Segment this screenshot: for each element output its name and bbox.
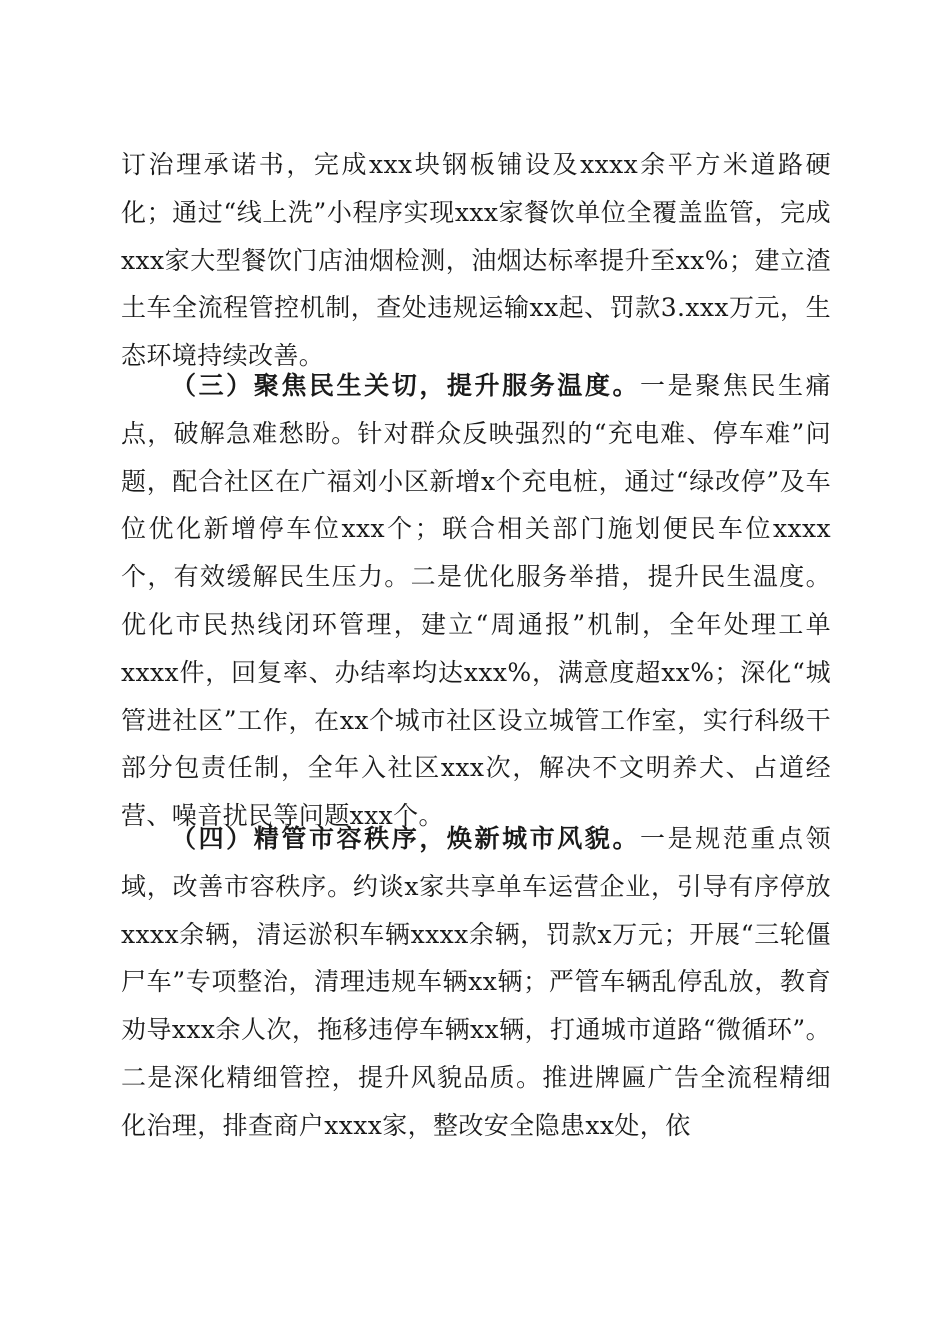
paragraph-body: 订治理承诺书，完成xxx块钢板铺设及xxxx余平方米道路硬化；通过“线上洗”小程序实现xxx家餐饮单位全覆盖监管，完成xxx家大型餐饮门店油烟检测，油烟达标率提升至xx%；建立渣土车全流程管控机制，查处违规运输xx起、罚款3.xxx万元，生态环境持续改善。 [121,150,831,371]
paragraph-section-4 [121,815,831,1150]
paragraph-body: 一是规范重点领域，改善市容秩序。约谈x家共享单车运营企业，引导有序停放xxxx余辆，清运淤积车辆xxxx余辆，罚款x万元；开展“三轮僵尸车”专项整治，清理违规车辆xx辆；严管车辆乱停乱放，教育劝导xxx余人次，拖移违停车辆xx辆，打通城市道路“微循环”。二是深化精细管控，提升风貌品质。推进牌匾广告全流程精细化治理，排查商户xxxx家，整改安全隐患xx处，依 [121,824,831,1140]
paragraph-body: 一是聚焦民生痛点，破解急难愁盼。针对群众反映强烈的“充电难、停车难”问题，配合社区在广福刘小区新增x个充电桩，通过“绿改停”及车位优化新增停车位xxx个；联合相关部门施划便民车位xxxx个，有效缓解民生压力。二是优化服务举措，提升民生温度。优化市民热线闭环管理，建立“周通报”机制，全年处理工单xxxx件，回复率、办结率均达xxx%，满意度超xx%；深化“城管进社区”工作，在xx个城市社区设立城管工作室，实行科级干部分包责任制，全年入社区xxx次，解决不文明养犬、占道经营、噪音扰民等问题xxx个。 [121,371,831,831]
section-heading: （四）精管市容秩序，焕新城市风貌。 [171,824,641,853]
section-heading: （三）聚焦民生关切，提升服务温度。 [171,371,641,400]
paragraph [121,815,831,1150]
paragraph-section-3 [121,362,831,840]
paragraph [121,362,831,840]
paragraph-continuation [121,141,831,380]
